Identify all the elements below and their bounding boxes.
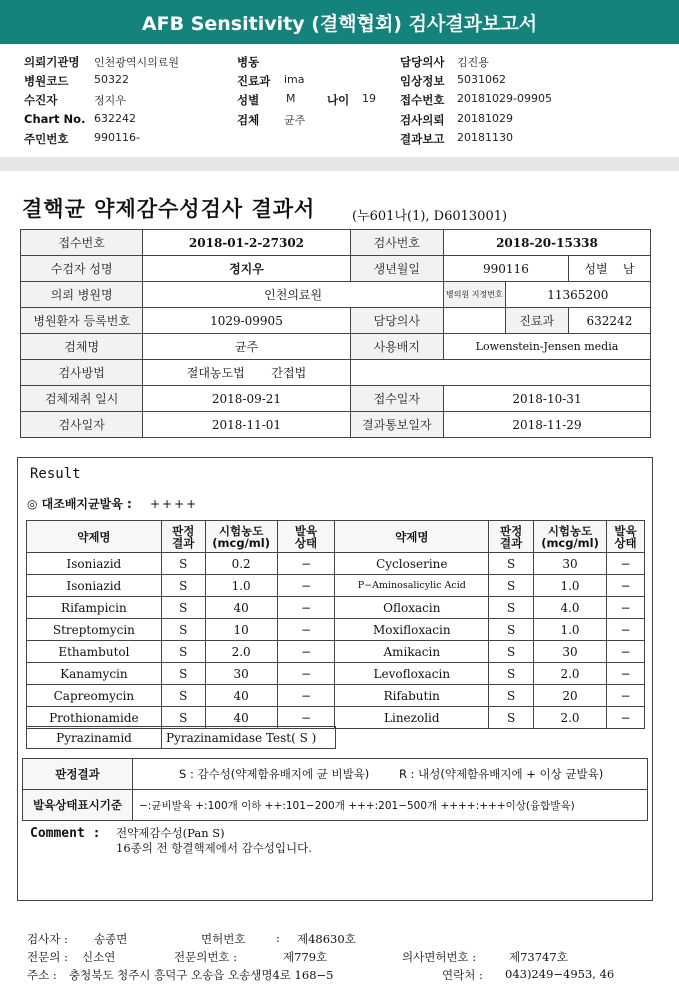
spec-license-value: 제779호 <box>283 950 328 964</box>
sex-value: 남 <box>622 262 635 276</box>
receipt-label: 접수번호 <box>400 93 445 107</box>
table-cell: S <box>489 553 534 575</box>
received-label: 접수일자 <box>350 386 443 412</box>
hospital-value: 인천의료원 <box>143 282 444 308</box>
table-cell: S <box>489 619 534 641</box>
pyrazinamide-name: Pyrazinamid <box>27 727 162 749</box>
method-2: 간접법 <box>271 366 307 380</box>
sex-label: 성별 <box>584 262 608 276</box>
table-cell: Moxifloxacin <box>335 619 489 641</box>
table-cell: − <box>277 707 335 729</box>
reg-label: 병원환자 등록번호 <box>21 308 143 334</box>
patient-info-table <box>20 229 651 438</box>
conc-header <box>534 521 607 553</box>
table-row <box>27 597 645 619</box>
document-title: 결핵균 약제감수성검사 결과서 <box>22 196 316 221</box>
table-cell: Rifampicin <box>27 597 162 619</box>
table-cell: Kanamycin <box>27 663 162 685</box>
legend-table <box>22 758 648 821</box>
test-date-label: 검사일자 <box>21 412 143 438</box>
patient-header <box>0 48 679 154</box>
info-row <box>21 360 651 386</box>
license-value: 제48630호 <box>297 932 356 946</box>
table-cell: Isoniazid <box>27 553 162 575</box>
info-row <box>21 256 651 282</box>
table-cell: 30 <box>534 641 607 663</box>
header-text: 결과 <box>172 535 195 550</box>
table-cell: − <box>277 553 335 575</box>
drug-header: 약제명 <box>335 521 489 553</box>
chart-label: Chart No. <box>24 112 86 126</box>
request-value: 20181029 <box>457 112 513 125</box>
sex-cell <box>568 256 650 282</box>
birth-value: 990116 <box>443 256 568 282</box>
institution-label: 의뢰기관명 <box>24 55 80 69</box>
address-value: 충청북도 청주시 흥덕구 오송읍 오송생명4로 168−5 <box>69 968 334 982</box>
growth-legend-text: −:균비발육 +:100개 이하 ++:101−200개 +++:201−500개 ++++:+++이상(융합발육) <box>133 790 648 821</box>
doc-license-value: 제73747호 <box>509 950 568 964</box>
footer-line-2 <box>27 949 667 965</box>
judge-legend-r: R : 내성(약제함유배지에 + 이상 균발육) <box>398 767 604 781</box>
doc-license-label: 의사면허번호 : <box>402 950 477 964</box>
conc-header <box>205 521 277 553</box>
judge-legend-label: 판정결과 <box>23 759 133 790</box>
patient-label: 수진자 <box>24 93 58 107</box>
table-cell: 40 <box>205 597 277 619</box>
control-growth-label: ◎ 대조배지균발육 : <box>27 497 132 511</box>
doctor-label: 담당의사 <box>350 308 443 334</box>
judge-header <box>489 521 534 553</box>
growth-legend-label: 발육상태표시기준 <box>23 790 133 821</box>
table-cell: 30 <box>534 553 607 575</box>
judge-legend-text <box>133 759 648 790</box>
table-cell: Amikacin <box>335 641 489 663</box>
footer-line-3 <box>27 967 667 983</box>
result-title: Result <box>30 466 81 482</box>
footer-line-1 <box>27 931 667 947</box>
header-row-4 <box>0 112 679 130</box>
specialist-label: 전문의 : <box>27 950 68 964</box>
method-value <box>143 360 350 386</box>
table-row <box>27 685 645 707</box>
table-cell: − <box>607 707 645 729</box>
address-label: 주소 : <box>27 968 57 982</box>
receipt-no-value: 2018-01-2-27302 <box>143 230 350 256</box>
blank-cell <box>350 360 650 386</box>
medium-value: Lowenstein-Jensen media <box>443 334 650 360</box>
table-cell: − <box>277 619 335 641</box>
table-row <box>27 641 645 663</box>
table-cell: − <box>277 597 335 619</box>
info-row <box>21 386 651 412</box>
report-value: 20181130 <box>457 131 513 144</box>
chart-value: 632242 <box>94 112 136 125</box>
specimen-value: 균주 <box>143 334 350 360</box>
specimen-label: 검체 <box>237 113 260 127</box>
notify-value: 2018-11-29 <box>443 412 650 438</box>
drug-header: 약제명 <box>27 521 162 553</box>
drug-susceptibility-table <box>26 520 645 729</box>
receipt-value: 20181029-09905 <box>457 92 552 105</box>
doctor-value: 김진용 <box>457 56 489 69</box>
table-cell: 40 <box>205 685 277 707</box>
test-no-value: 2018-20-15338 <box>443 230 650 256</box>
control-growth <box>27 495 198 512</box>
test-date-value: 2018-11-01 <box>143 412 350 438</box>
separator-bar <box>0 157 679 171</box>
table-cell: 30 <box>205 663 277 685</box>
table-cell: Prothionamide <box>27 707 162 729</box>
header-text: 시험농도 <box>547 523 593 538</box>
judge-header <box>161 521 205 553</box>
table-cell: − <box>607 619 645 641</box>
table-cell: − <box>277 575 335 597</box>
document-subtitle: (누601나(1), D6013001) <box>352 209 508 224</box>
dept-label: 진료과 <box>505 308 568 334</box>
dept-value: 632242 <box>568 308 650 334</box>
doctor-value <box>443 308 505 334</box>
table-cell: S <box>161 575 205 597</box>
legend-row <box>23 759 648 790</box>
institution-value: 인천광역시의료원 <box>94 56 180 69</box>
table-header-row <box>27 521 645 553</box>
designated-label: 병의원 지정번호 <box>443 282 505 308</box>
receipt-no-label: 접수번호 <box>21 230 143 256</box>
table-cell: Levofloxacin <box>335 663 489 685</box>
collect-label: 검체채취 일시 <box>21 386 143 412</box>
birth-label: 생년월일 <box>350 256 443 282</box>
table-cell: − <box>277 663 335 685</box>
legend-row <box>23 790 648 821</box>
table-cell: Capreomycin <box>27 685 162 707</box>
header-text: 시험농도 <box>218 523 264 538</box>
growth-header <box>607 521 645 553</box>
name-value: 정지우 <box>143 256 350 282</box>
info-row <box>21 282 651 308</box>
info-row <box>21 334 651 360</box>
table-cell: − <box>277 685 335 707</box>
table-cell: − <box>607 641 645 663</box>
comment-line-1: 전약제감수성(Pan S) <box>116 826 225 840</box>
table-cell: S <box>161 663 205 685</box>
table-row <box>27 575 645 597</box>
header-row-2 <box>0 73 679 91</box>
table-cell: 1.0 <box>534 619 607 641</box>
header-text: 판정 <box>500 523 523 538</box>
growth-header <box>277 521 335 553</box>
header-text: (mcg/ml) <box>212 535 270 550</box>
specimen-label: 검체명 <box>21 334 143 360</box>
name-label: 수검자 성명 <box>21 256 143 282</box>
header-row-5 <box>0 131 679 149</box>
pyrazinamide-row <box>26 726 336 749</box>
doctor-label: 담당의사 <box>400 55 445 69</box>
header-text: 판정 <box>172 523 195 538</box>
table-cell: S <box>489 597 534 619</box>
table-cell: − <box>277 641 335 663</box>
notify-label: 결과통보일자 <box>350 412 443 438</box>
table-cell: 0.2 <box>205 553 277 575</box>
report-title: AFB Sensitivity (결핵협회) 검사결과보고서 <box>141 12 538 35</box>
patient-value: 정지우 <box>94 94 126 107</box>
table-cell: S <box>161 685 205 707</box>
table-cell: 1.0 <box>534 575 607 597</box>
table-row <box>27 663 645 685</box>
table-cell: S <box>161 641 205 663</box>
medium-label: 사용배지 <box>350 334 443 360</box>
license-sep: : <box>276 931 280 945</box>
table-cell: S <box>161 619 205 641</box>
comment-label: Comment : <box>30 826 101 841</box>
table-cell: 2.0 <box>534 663 607 685</box>
table-cell: S <box>161 597 205 619</box>
table-cell: − <box>607 553 645 575</box>
hospital-code-label: 병원코드 <box>24 74 69 88</box>
clinical-label: 임상정보 <box>400 74 445 88</box>
hospital-label: 의뢰 병원명 <box>21 282 143 308</box>
table-cell: S <box>489 575 534 597</box>
header-text: 발육 <box>614 523 637 538</box>
table-cell: S <box>489 707 534 729</box>
info-row <box>21 230 651 256</box>
table-cell: Ethambutol <box>27 641 162 663</box>
judge-legend-s: S : 감수성(약제함유배지에 균 비발육) <box>179 767 370 781</box>
info-row <box>21 308 651 334</box>
table-cell: P−Aminosalicylic Acid <box>335 575 489 597</box>
collect-value: 2018-09-21 <box>143 386 350 412</box>
header-text: 상태 <box>294 535 318 550</box>
table-cell: S <box>489 663 534 685</box>
table-cell: S <box>489 685 534 707</box>
info-row <box>21 412 651 438</box>
hospital-code-value: 50322 <box>94 73 129 86</box>
header-text: (mcg/ml) <box>541 535 599 550</box>
table-cell: 2.0 <box>534 707 607 729</box>
license-label: 면허번호 <box>201 932 246 946</box>
age-value: 19 <box>362 92 376 105</box>
tester-label: 검사자 : <box>27 932 68 946</box>
header-row-3 <box>0 92 679 110</box>
header-text: 결과 <box>500 535 523 550</box>
method-1: 절대농도법 <box>186 366 245 380</box>
table-cell: Streptomycin <box>27 619 162 641</box>
table-cell: S <box>161 553 205 575</box>
table-cell: − <box>607 685 645 707</box>
age-label: 나이 <box>327 93 350 107</box>
table-row <box>27 553 645 575</box>
specialist-value: 신소연 <box>82 950 116 964</box>
ward-label: 병동 <box>237 55 260 69</box>
table-cell: Ofloxacin <box>335 597 489 619</box>
table-cell: 2.0 <box>205 641 277 663</box>
clinical-value: 5031062 <box>457 73 506 86</box>
resident-label: 주민번호 <box>24 132 69 146</box>
request-label: 검사의뢰 <box>400 113 445 127</box>
contact-value: 043)249−4953, 46 <box>505 967 615 981</box>
specimen-value: 균주 <box>284 114 306 127</box>
tester-value: 송종면 <box>94 932 128 946</box>
table-cell: 1.0 <box>205 575 277 597</box>
dept-value: ima <box>284 73 305 86</box>
report-title-bar <box>0 0 679 44</box>
header-row-1 <box>0 54 679 72</box>
table-row <box>27 619 645 641</box>
sex-label: 성별 <box>237 93 260 107</box>
table-cell: Isoniazid <box>27 575 162 597</box>
received-value: 2018-10-31 <box>443 386 650 412</box>
table-cell: − <box>607 575 645 597</box>
table-cell: 20 <box>534 685 607 707</box>
table-cell: 10 <box>205 619 277 641</box>
contact-label: 연락처 : <box>442 968 483 982</box>
header-text: 발육 <box>294 523 318 538</box>
method-label: 검사방법 <box>21 360 143 386</box>
control-growth-value: ++++ <box>149 497 199 511</box>
reg-value: 1029-09905 <box>143 308 350 334</box>
dept-label: 진료과 <box>237 74 271 88</box>
test-no-label: 검사번호 <box>350 230 443 256</box>
resident-value: 990116- <box>94 131 140 144</box>
table-cell: Cycloserine <box>335 553 489 575</box>
table-cell: − <box>607 663 645 685</box>
sex-value: M <box>286 92 296 105</box>
report-label: 결과보고 <box>400 132 445 146</box>
comment-line-2: 16종의 전 항결핵제에서 감수성입니다. <box>116 841 312 855</box>
designated-value: 11365200 <box>505 282 650 308</box>
pyrazinamidase-test: Pyrazinamidase Test( S ) <box>162 727 336 749</box>
table-cell: S <box>161 707 205 729</box>
table-cell: 40 <box>205 707 277 729</box>
table-cell: − <box>607 597 645 619</box>
table-cell: S <box>489 641 534 663</box>
table-cell: Linezolid <box>335 707 489 729</box>
header-text: 상태 <box>614 535 637 550</box>
table-cell: 4.0 <box>534 597 607 619</box>
comment-text <box>116 826 312 856</box>
spec-license-label: 전문의번호 : <box>174 950 238 964</box>
table-cell: Rifabutin <box>335 685 489 707</box>
